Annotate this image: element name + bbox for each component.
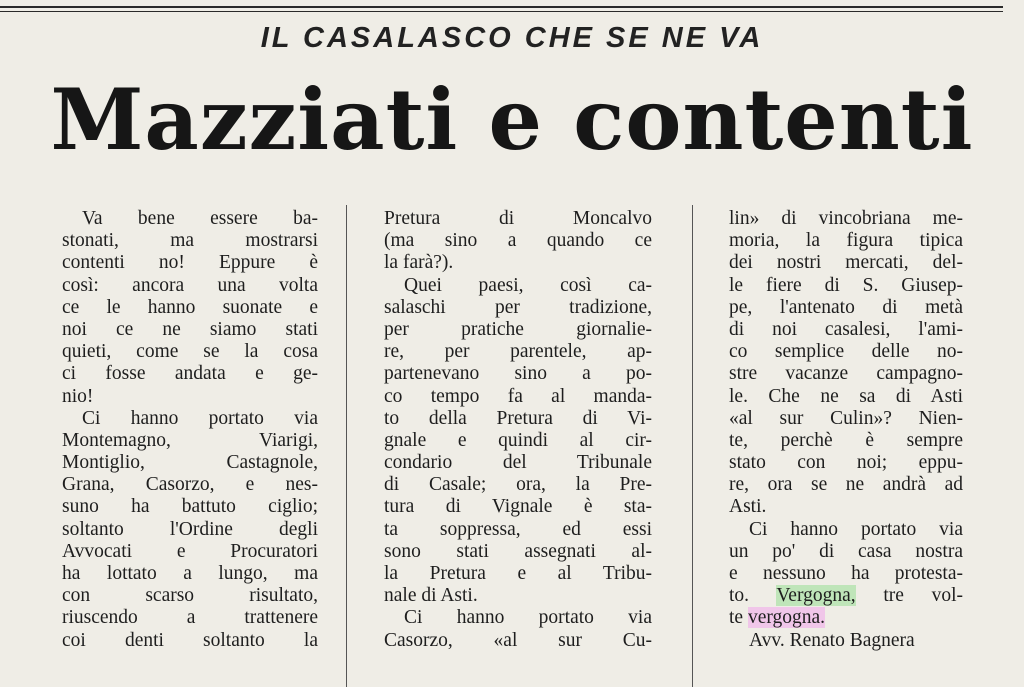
text-fragment: Quei paesi, così ca- — [404, 274, 652, 296]
text-fragment: un po' di casa nostra — [729, 540, 963, 562]
text-fragment: Grana, Casorzo, e nes- — [62, 474, 318, 496]
text-fragment: la Pretura e al Tribu- — [384, 563, 652, 584]
text-line — [729, 541, 963, 563]
text-fragment: salaschi per tradizione, — [384, 296, 652, 318]
text-fragment: per pratiche giornalie- — [384, 318, 652, 340]
text-line — [62, 630, 318, 652]
text-fragment: to della Pretura di Vi- — [384, 407, 652, 429]
text-fragment: le fiere di S. Giusep- — [729, 274, 963, 296]
text-fragment: la farà?). — [384, 252, 454, 274]
column-divider — [346, 205, 347, 687]
text-fragment: co semplice delle no- — [729, 341, 963, 363]
text-fragment: te — [729, 607, 744, 629]
text-fragment: dei nostri mercati, del- — [729, 252, 963, 274]
text-line — [62, 563, 318, 585]
text-fragment: coi denti soltanto la — [62, 629, 318, 651]
highlighted-word: Vergogna, — [776, 585, 856, 607]
text-line — [62, 275, 318, 297]
text-fragment: te, perchè è sempre — [729, 429, 963, 451]
text-line — [62, 341, 318, 363]
text-fragment: stato con noi; eppu- — [729, 452, 963, 474]
text-line — [729, 585, 963, 607]
text-line — [729, 341, 963, 363]
text-fragment: «al sur Culin»? Nien- — [729, 407, 963, 429]
text-fragment: Montiglio, Castagnole, — [62, 452, 318, 474]
text-line — [384, 585, 652, 607]
text-line — [384, 496, 652, 518]
text-line — [384, 341, 652, 363]
text-line — [729, 408, 963, 430]
text-fragment: pe, l'antenato di metà — [729, 296, 963, 318]
top-rule — [0, 6, 1003, 8]
text-fragment: stre vacanze campagno- — [729, 363, 963, 385]
text-fragment: ce le hanno suonate e — [62, 296, 318, 318]
text-line — [62, 230, 318, 252]
highlighted-word: vergogna. — [747, 607, 826, 629]
text-line — [729, 252, 963, 274]
text-line — [384, 297, 652, 319]
text-fragment: partenevano sino a po- — [384, 363, 652, 385]
text-fragment: suno ha battuto ciglio; — [62, 496, 318, 518]
text-line — [62, 408, 318, 430]
text-line — [384, 275, 652, 297]
text-line — [62, 363, 318, 385]
text-line — [729, 563, 963, 585]
text-line — [384, 474, 652, 496]
text-fragment: re, per parentele, ap- — [384, 341, 652, 363]
text-fragment: nale di Asti. — [384, 585, 478, 607]
text-fragment: con scarso risultato, — [62, 585, 318, 607]
text-fragment: nio! — [62, 385, 94, 407]
text-fragment: tura di Vignale è sta- — [384, 496, 652, 518]
text-fragment: contenti no! Eppure è — [62, 252, 318, 274]
text-fragment: così: ancora una volta — [62, 274, 318, 296]
text-line — [384, 519, 652, 541]
text-line — [62, 452, 318, 474]
text-line — [384, 430, 652, 452]
text-line — [729, 275, 963, 297]
text-fragment: Asti. — [729, 496, 767, 518]
text-fragment: Casorzo, «al sur Cu- — [384, 629, 652, 651]
text-fragment: soltanto l'Ordine degli — [62, 518, 318, 540]
text-fragment: ci fosse andata e ge- — [62, 363, 318, 385]
text-line — [62, 496, 318, 518]
article-column-1 — [62, 208, 318, 652]
text-line — [384, 252, 652, 274]
text-line — [62, 386, 318, 408]
top-rule-thin — [0, 11, 1003, 12]
text-line — [729, 230, 963, 252]
text-fragment: Montemagno, Viarigi, — [62, 429, 318, 451]
text-fragment: re, ora se ne andrà ad — [729, 474, 963, 496]
text-fragment: Avvocati e Procuratori — [62, 540, 318, 562]
text-line — [729, 452, 963, 474]
article-kicker: IL CASALASCO CHE SE NE VA — [260, 22, 764, 54]
text-fragment: le. Che ne sa di Asti — [729, 385, 963, 407]
text-fragment: e nessuno ha protesta- — [729, 563, 963, 584]
text-fragment: di Casale; ora, la Pre- — [384, 474, 652, 496]
text-fragment: Ci hanno portato via — [749, 518, 963, 540]
text-fragment: sono stati assegnati al- — [384, 540, 652, 562]
text-line — [729, 363, 963, 385]
text-line — [62, 297, 318, 319]
text-line — [729, 319, 963, 341]
text-fragment: co tempo fa al manda- — [384, 385, 652, 407]
text-fragment: (ma sino a quando ce — [384, 230, 652, 252]
text-line — [384, 630, 652, 652]
text-line — [62, 585, 318, 607]
text-fragment: riuscendo a trattenere — [62, 607, 318, 629]
text-line — [729, 519, 963, 541]
text-fragment: di noi casalesi, l'ami- — [729, 318, 963, 340]
text-line — [62, 252, 318, 274]
text-fragment: ha lottato a lungo, ma — [62, 563, 318, 584]
text-fragment: Ci hanno portato via — [82, 407, 318, 429]
text-fragment: moria, la figura tipica — [729, 230, 963, 252]
text-line — [729, 496, 963, 518]
text-fragment: condario del Tribunale — [384, 452, 652, 474]
text-fragment: quieti, come se la cosa — [62, 341, 318, 363]
text-fragment: noi ce ne siamo stati — [62, 318, 318, 340]
text-line — [62, 541, 318, 563]
text-fragment: gnale e quindi al cir- — [384, 429, 652, 451]
text-line — [384, 541, 652, 563]
text-line — [384, 563, 652, 585]
text-fragment: lin» di vincobriana me- — [729, 208, 963, 229]
article-column-2 — [384, 208, 652, 652]
text-line — [62, 519, 318, 541]
text-line — [729, 208, 963, 230]
article-headline: Mazziati e contenti — [50, 70, 974, 169]
text-line — [384, 452, 652, 474]
text-fragment: ta soppressa, ed essi — [384, 518, 652, 540]
text-line — [384, 319, 652, 341]
text-line — [62, 430, 318, 452]
text-line — [384, 230, 652, 252]
text-fragment: Ci hanno portato via — [404, 607, 652, 629]
text-line — [384, 386, 652, 408]
text-line — [62, 607, 318, 629]
text-fragment: to. — [729, 585, 750, 607]
text-line — [62, 319, 318, 341]
text-line — [384, 363, 652, 385]
column-divider — [692, 205, 693, 687]
text-line — [729, 607, 963, 629]
text-fragment: stonati, ma mostrarsi — [62, 230, 318, 252]
text-line — [62, 208, 318, 230]
text-line — [729, 386, 963, 408]
text-line — [384, 208, 652, 230]
text-fragment: Pretura di Moncalvo — [384, 208, 652, 229]
text-line — [729, 297, 963, 319]
text-fragment: tre vol- — [883, 585, 963, 607]
text-line — [384, 607, 652, 629]
text-line — [729, 430, 963, 452]
text-line — [62, 474, 318, 496]
article-column-3 — [729, 208, 963, 652]
author-signature: Avv. Renato Bagnera — [749, 629, 915, 651]
text-line — [729, 474, 963, 496]
text-fragment: Va bene essere ba- — [82, 208, 318, 229]
text-line — [384, 408, 652, 430]
